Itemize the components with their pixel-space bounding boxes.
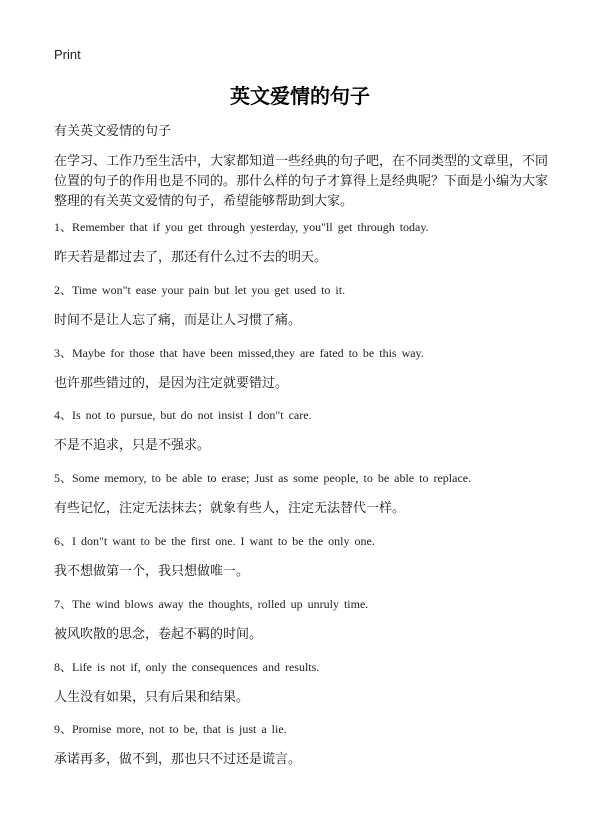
subtitle: 有关英文爱情的句子 (54, 124, 172, 139)
english-sentence: 7、The wind blows away the thoughts, rolled up unruly time. (54, 596, 369, 611)
list-item (54, 595, 554, 658)
list-item (54, 406, 554, 469)
chinese-translation: 我不想做第一个，我只想做唯一。 (54, 563, 250, 579)
english-sentence: 5、Some memory, to be able to erase; Just as some people, to be able to replace. (54, 471, 472, 486)
list-item (54, 469, 554, 532)
chinese-translation: 也许那些错过的，是因为注定就要错过。 (54, 375, 289, 391)
english-sentence: 6、I don"t want to be the first one. I want to be the only one. (54, 533, 375, 548)
english-sentence: 2、Time won"t ease your pain but let you get used to it. (54, 282, 346, 297)
chinese-translation: 时间不是让人忘了痛，而是让人习惯了痛。 (54, 312, 302, 328)
english-sentence: 4、Is not to pursue, but do not insist I don"t care. (54, 408, 312, 423)
english-sentence: 8、Life is not if, only the consequences and results. (54, 659, 320, 674)
chinese-translation: 有些记忆，注定无法抹去；就象有些人，注定无法替代一样。 (54, 501, 406, 517)
page-title: 英文爱情的句子 (230, 84, 370, 108)
list-item (54, 344, 554, 407)
sentence-list (54, 218, 554, 783)
chinese-translation: 不是不追求，只是不强求。 (54, 438, 211, 454)
chinese-translation: 承诺再多，做不到，那也只不过还是谎言。 (54, 752, 302, 768)
chinese-translation: 人生没有如果，只有后果和结果。 (54, 689, 250, 705)
english-sentence: 1、Remember that if you get through yesterday, you"ll get through today. (54, 220, 429, 234)
list-item (54, 281, 554, 344)
english-sentence: 3、Maybe for those that have been missed,they are fated to be this way. (54, 345, 424, 360)
intro-paragraph: 在学习、工作乃至生活中，大家都知道一些经典的句子吧，在不同类型的文章里，不同位置的句子的作用也是不同的。那什么样的句子才算得上是经典呢？下面是小编为大家整理的有关英文爱情的句子，希望能够帮助到大家。 (54, 154, 549, 209)
list-item (54, 720, 554, 783)
list-item (54, 658, 554, 721)
list-item (54, 532, 554, 595)
chinese-translation: 昨天若是都过去了，那还有什么过不去的明天。 (54, 250, 328, 265)
list-item (54, 218, 554, 281)
print-label: Print (54, 47, 81, 62)
english-sentence: 9、Promise more, not to be, that is just a lie. (54, 722, 287, 737)
chinese-translation: 被风吹散的思念，卷起不羁的时间。 (54, 626, 263, 642)
